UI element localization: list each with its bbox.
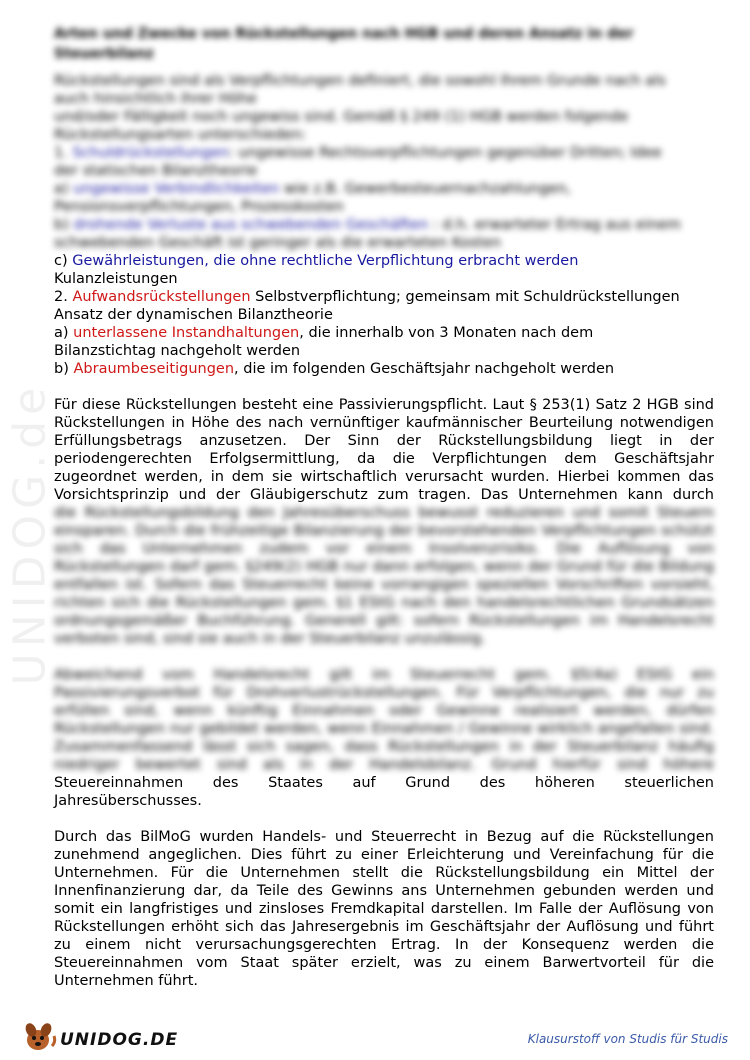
term-schuldrueckstellungen: Schuldrückstellungen xyxy=(72,145,229,161)
intro-line: Rückstellungsarten unterschieden: xyxy=(54,127,307,143)
dog-icon xyxy=(22,1020,58,1054)
list-item-1: 1. Schuldrückstellungen: ungewisse Rechtsverpflichtungen gegenüber Dritten; Idee xyxy=(54,145,662,161)
list-item-1-cont: der statischen Bilanztheorie xyxy=(54,163,258,179)
list-item-2a-cont: Bilanzstichtag nachgeholt werden xyxy=(54,343,301,359)
term-abraumbeseitigungen: Abraumbeseitigungen xyxy=(73,361,235,377)
footer xyxy=(0,1016,750,1056)
list-item-1c: c) Gewährleistungen, die ohne rechtliche Verpflichtung erbracht werden xyxy=(54,253,579,269)
term-ungewisse-verbindlichkeiten: ungewisse Verbindlichkeiten xyxy=(73,181,280,197)
list-item-2b: b) Abraumbeseitigungen, die im folgenden Geschäftsjahr nachgeholt werden xyxy=(54,361,615,377)
intro-line: Rückstellungen sind als Verpflichtungen definiert, die sowohl Ihrem Grunde nach als xyxy=(54,73,666,89)
term-gewaehrleistungen: Gewährleistungen, die ohne rechtliche Verpflichtung erbracht werden xyxy=(72,253,579,269)
list-visible xyxy=(54,252,714,378)
intro-line: und/oder Fälligkeit noch ungewiss sind. Gemäß § 249 (1) HGB werden folgende xyxy=(54,109,629,125)
list-item-1c-cont: Kulanzleistungen xyxy=(54,271,178,287)
term-unterlassene-instandhaltungen: unterlassene Instandhaltungen xyxy=(73,325,300,341)
document-page xyxy=(54,24,714,990)
logo-text: UNIDOG.DE xyxy=(60,1030,179,1050)
term-aufwandsrueckstellungen: Aufwandsrückstellungen xyxy=(72,289,251,305)
paragraph-1-blurred: die Rückstellungsbildung den Jahresüberschuss bewusst reduzieren und somit Steuern einsparen. Durch die frühzeitige Bilanzierung der bevorstehenden Verpflichtungen schützt sich das Unternehmen zudem vor einem Insolvenzrisiko. Die Auflösung von Rückstellungen darf gem. §249(2) HGB nur dann erfolgen, wenn der Grund für die Bildung entfallen ist. Sofern das Steuerrecht keine vorrangigen speziellen Vorschriften vorsieht, richten sich die Rückstellungen gem. §1 EStG nach den handelsrechtlichen Grundsätzen ordnungsgemäßer Buchführung. Generell gilt: sofern Rückstellungen im Handelsrecht verboten sind, sind sie auch in der Steuerbilanz unzulässig. xyxy=(54,505,714,647)
intro-blurred xyxy=(54,72,714,252)
footer-tagline: Klausurstoff von Studis für Studis xyxy=(527,1032,728,1046)
unidog-logo xyxy=(22,1020,179,1054)
document-title: Arten und Zwecke von Rückstellungen nach HGB und deren Ansatz in der Steuerbilanz xyxy=(54,26,634,62)
paragraph-1: Für diese Rückstellungen besteht eine Passivierungspflicht. Laut § 253(1) Satz 2 HGB sind Rückstellungen in Höhe des nach vernünftiger kaufmännischer Beurteilung notwendigen Erfüllungsbetrags anzusetzen. Der Sinn der Rückstellungsbildung liegt in der periodengerechten Erfolgsermittlung, da die Verpflichtungen dem Geschäftsjahr zugeordnet werden, in dem sie wirtschaftlich verursacht wurden. Hierbei kommen das Vorsichtsprinzip und der Gläubigerschutz zum tragen. Das Unternehmen kann durch xyxy=(54,397,714,503)
intro-line: auch hinsichtlich ihrer Höhe xyxy=(54,91,257,107)
paragraph-2-visible-end: Jahresüberschusses. xyxy=(54,793,202,809)
list-item-1b: b) drohende Verluste aus schwebenden Geschäften : d.h. erwarteter Ertrag aus einem xyxy=(54,217,681,233)
paragraph-2-blurred: Abweichend vom Handelsrecht gilt im Steuerrecht gem. §5(4a) EStG ein Passivierungsverbot für Drohverlustrückstellungen. Für Verpflichtungen, die nur zu erfüllen sind, wenn künftig Einnahmen oder Gewinne realisiert werden, dürfen Rückstellungen nur gebildet werden, wenn Einnahmen / Gewinne wirklich angefallen sind. Zusammenfassend lässt sich sagen, dass Rückstellungen in der Steuerbilanz häufig niedriger bewertet sind als in der Handelsbilanz. Grund hierfür sind höhere xyxy=(54,667,714,773)
paragraph-2-visible-line: Steuereinnahmen des Staates auf Grund des höheren steuerlichen xyxy=(54,775,714,791)
paragraph-3: Durch das BilMoG wurden Handels- und Steuerrecht in Bezug auf die Rückstellungen zunehmend angeglichen. Dies führt zu einer Erleichterung und Vereinfachung für die Unternehmen. Für die Unternehmen stellt die Rückstellungsbildung ein Mittel der Innenfinanzierung dar, da Teile des Gewinns ans Unternehmen gebunden werden und somit ein langfristiges und zinsloses Fremdkapital darstellen. Im Falle der Auflösung von Rückstellungen erhöht sich das Jahresergebnis im Geschäftsjahr der Auflösung und führt zu einem nicht verursachungsgerechten Ertrag. In der Konsequenz werden die Steuereinnahmen vom Staat später erzielt, was zu einem Barwertvorteil für die Unternehmen führt. xyxy=(54,829,714,989)
list-item-2a: a) unterlassene Instandhaltungen, die innerhalb von 3 Monaten nach dem xyxy=(54,325,594,341)
watermark: UNIDOG.de xyxy=(4,381,56,686)
list-item-2: 2. Aufwandsrückstellungen Selbstverpflichtung; gemeinsam mit Schuldrückstellungen xyxy=(54,289,680,305)
list-item-1a-cont: Pensionsverpflichtungen, Prozesskosten xyxy=(54,199,344,215)
list-item-2-cont: Ansatz der dynamischen Bilanztheorie xyxy=(54,307,333,323)
list-item-1b-cont: schwebenden Geschäft ist geringer als die erwarteten Kosten xyxy=(54,235,501,251)
term-drohende-verluste: drohende Verluste aus schwebenden Geschäften xyxy=(73,217,429,233)
list-item-1a: a) ungewisse Verbindlichkeiten wie z.B. Gewerbesteuernachzahlungen, xyxy=(54,181,572,197)
